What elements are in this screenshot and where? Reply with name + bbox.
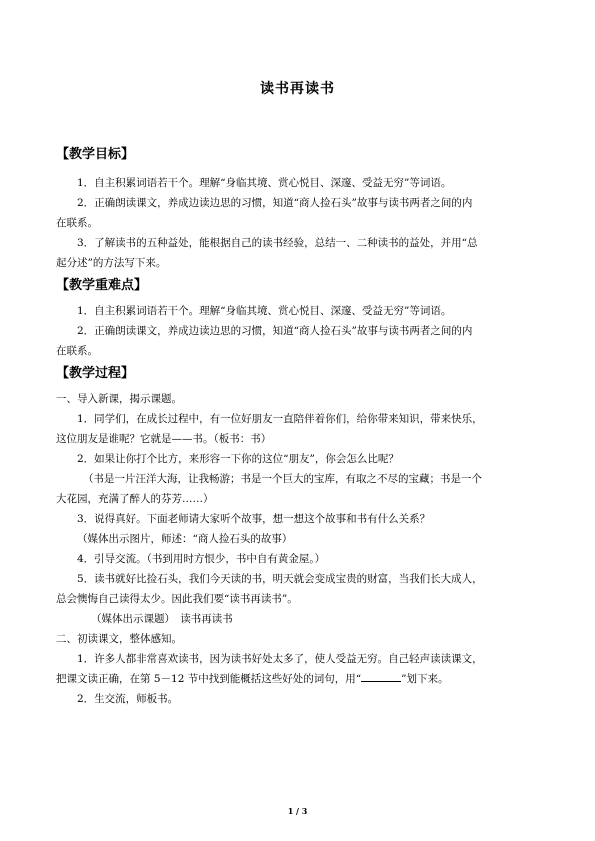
paragraph-line: （书是一片汪洋大海，让我畅游；书是一个巨大的宝库，有取之不尽的宝藏；书是一个 [83, 473, 482, 485]
paragraph-line: 2．如果让你打个比方，来形容一下你的这位“朋友”，你会怎么比呢？ [77, 453, 399, 465]
paragraph-line: 1．同学们，在成长过程中，有一位好朋友一直陪伴着你们，给你带来知识，带来快乐， [77, 413, 483, 425]
section-heading-process: 【教学过程】 [56, 366, 135, 381]
paragraph-line: 在联系。 [56, 345, 98, 357]
section-heading-key-points: 【教学重难点】 [56, 278, 148, 293]
paragraph-text: ”划下来。 [401, 673, 449, 685]
document-title: 读书再读书 [260, 81, 335, 97]
document-body [56, 146, 546, 709]
paragraph-line: 1．许多人都非常喜欢读书，因为读书好处太多了，使人受益无穷。自己轻声读读课文， [77, 653, 483, 665]
page-number: 1 / 3 [287, 806, 308, 816]
paragraph-line: 这位朋友是谁呢？它就是——书。（板书：书） [56, 433, 272, 445]
paragraph-line: 2．正确朗读课文，养成边读边思的习惯，知道“商人捡石头”故事与读书两者之间的内 [77, 197, 473, 209]
paragraph-line: 在联系。 [56, 217, 98, 229]
blank-underline [361, 671, 401, 682]
paragraph-line [56, 669, 546, 689]
paragraph-line: 4．引导交流。（书到用时方恨少，书中自有黄金屋。） [77, 553, 326, 565]
paragraph-line: （媒体出示图片，师述：“商人捡石头的故事） [77, 533, 293, 545]
paragraph-line: 二、初读课文，整体感知。 [56, 633, 182, 645]
paragraph-line: 2．生交流，师板书。 [77, 693, 179, 705]
paragraph-line: 5．读书就好比捡石头，我们今天读的书，明天就会变成宝贵的财富，当我们长大成人， [77, 573, 483, 585]
paragraph-line: 1．自主积累词语若干个。理解“身临其境、赏心悦目、深邃、受益无穷”等词语。 [77, 177, 452, 189]
paragraph-line: 一、导入新课，揭示课题。 [56, 393, 182, 405]
paragraph-line: 总会懊悔自己读得太少。因此我们要“读书再读书”。 [56, 593, 298, 605]
paragraph-line: 大花园，充满了醉人的芬芳……） [56, 493, 214, 505]
section-heading-goals: 【教学目标】 [56, 147, 135, 162]
paragraph-line: 1．自主积累词语若干个。理解“身临其境、赏心悦目、深邃、受益无穷”等词语。 [77, 305, 452, 317]
paragraph-line: 3．了解读书的五种益处，能根据自己的读书经验，总结一、二种读书的益处，并用“总 [77, 237, 478, 249]
paragraph-line: 起分述”的方法写下来。 [56, 257, 167, 269]
paragraph-line: 3．说得真好。下面老师请大家听个故事，想一想这个故事和书有什么关系？ [77, 513, 431, 525]
paragraph-text: 把课文读正确，在第 5－12 节中找到能概括这些好处的词句，用“ [56, 673, 362, 685]
paragraph-line: 2．正确朗读课文，养成边读边思的习惯，知道“商人捡石头”故事与读书两者之间的内 [77, 325, 473, 337]
paragraph-line: （媒体出示课题） 读书再读书 [91, 613, 233, 625]
